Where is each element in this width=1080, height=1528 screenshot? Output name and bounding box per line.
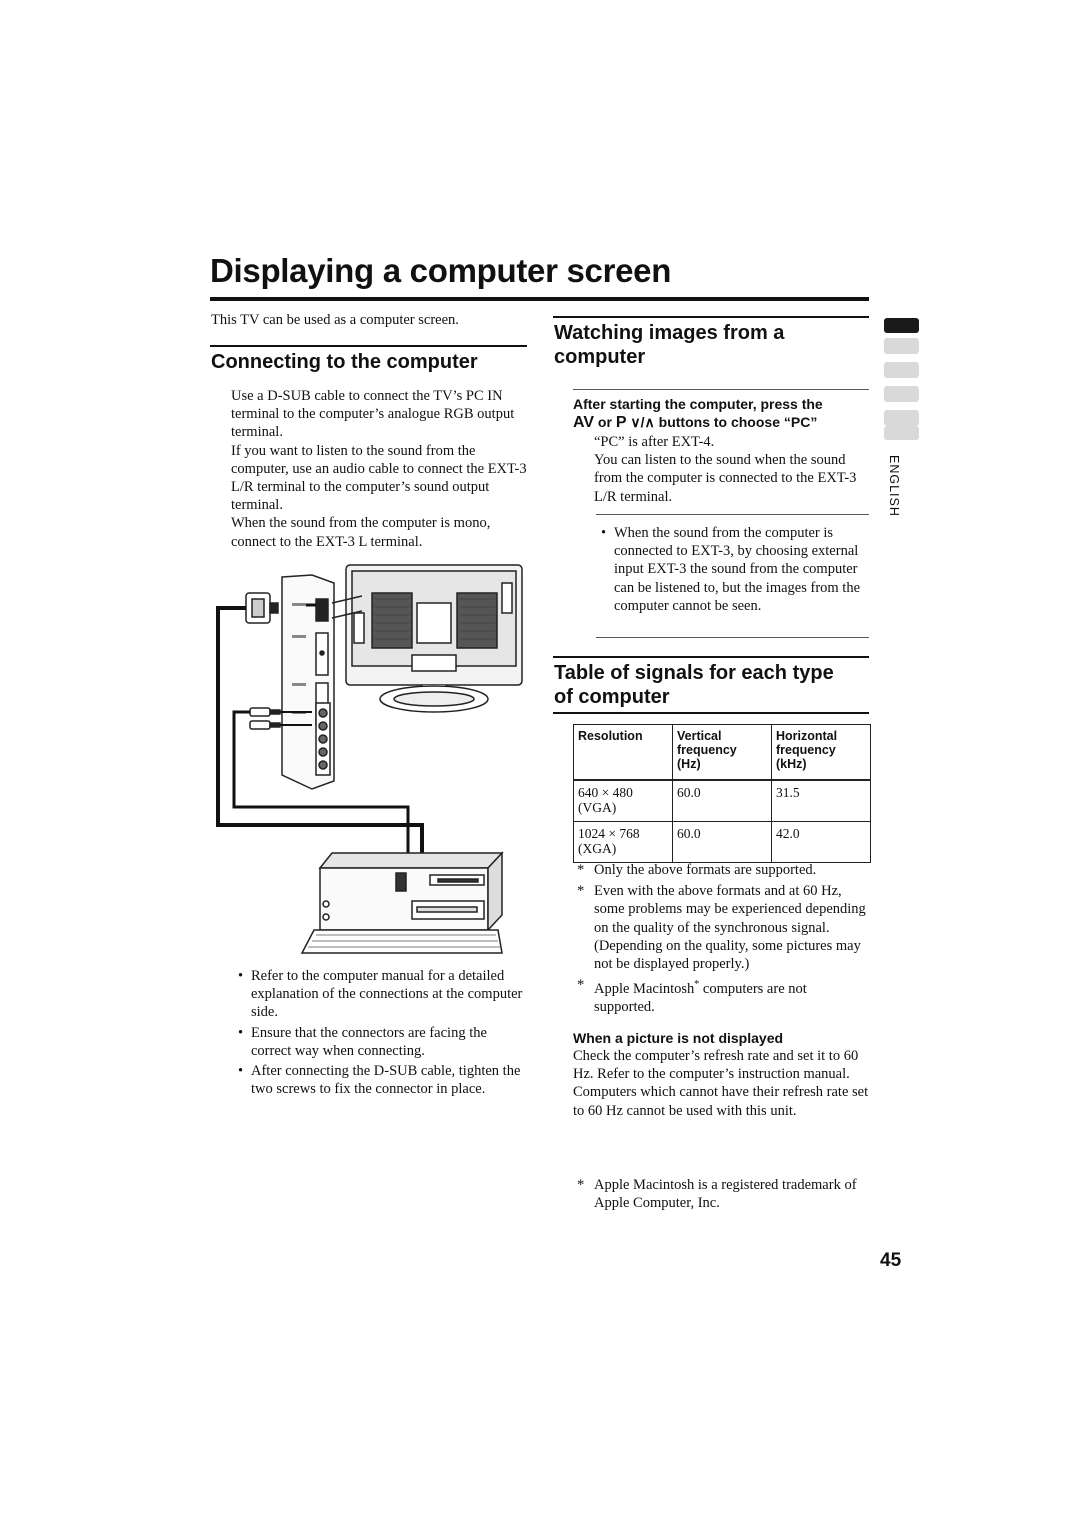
column-header-text: (Hz) xyxy=(677,757,701,771)
connecting-body xyxy=(231,387,527,551)
step-line1: After starting the computer, press the xyxy=(573,396,823,412)
connecting-notes xyxy=(235,967,527,1100)
title-rule xyxy=(210,297,869,301)
paragraph: If you want to listen to the sound from the computer, use an audio cable to connect the EXT-3 L/R terminal to the computer’s sound output terminal. xyxy=(231,442,527,514)
signals-heading-line2: of computer xyxy=(554,686,670,708)
no-picture-body xyxy=(573,1047,871,1120)
intro-text: This TV can be used as a computer screen. xyxy=(211,312,459,328)
section-rule xyxy=(553,712,869,714)
table-header-row xyxy=(574,725,871,781)
mode-value: (VGA) xyxy=(578,800,617,815)
step-conjunction: or xyxy=(594,414,616,430)
signals-heading xyxy=(554,661,834,709)
no-picture-heading: When a picture is not displayed xyxy=(573,1030,784,1046)
connecting-heading: Connecting to the computer xyxy=(211,351,478,373)
section-rule xyxy=(553,316,869,318)
paragraph: “PC” is after EXT-4. xyxy=(594,434,715,450)
note-item: • When the sound from the computer is connected to EXT-3, by choosing external input EXT-3 the sound from the computer can be listened to, but the images from the computer cannot be seen. xyxy=(598,524,869,615)
column-header-text: frequency xyxy=(677,743,737,757)
column-header-text: Horizontal xyxy=(776,729,838,743)
audio-plugs xyxy=(250,708,280,729)
watching-notes xyxy=(598,524,869,617)
signals-heading-line1: Table of signals for each type xyxy=(554,662,834,684)
resolution-value: 640 × 480 xyxy=(578,785,633,800)
table-cell: 31.5 xyxy=(772,780,871,822)
column-header-text: Resolution xyxy=(578,729,643,743)
table-row xyxy=(574,822,871,863)
note-item: * Apple Macintosh is a registered trademark of Apple Computer, Inc. xyxy=(573,1176,869,1212)
column-header xyxy=(673,725,772,781)
note-item: • Ensure that the connectors are facing the correct way when connecting. xyxy=(235,1024,527,1060)
p-button-symbol: P xyxy=(615,414,627,431)
table-cell: 60.0 xyxy=(673,822,772,863)
note-item: • Refer to the computer manual for a detailed explanation of the connections at the computer side. xyxy=(235,967,527,1022)
column-header-text: (kHz) xyxy=(776,757,807,771)
signals-notes xyxy=(573,861,869,1019)
tab-inactive xyxy=(884,426,919,440)
notes-rule xyxy=(596,514,869,515)
note-item: * Only the above formats are supported. xyxy=(573,861,869,879)
watching-heading xyxy=(554,321,784,369)
dsub-connector xyxy=(246,593,278,623)
column-header-text: frequency xyxy=(776,743,836,757)
tab-inactive xyxy=(884,338,919,354)
column-header xyxy=(772,725,871,781)
watching-heading-line1: Watching images from a xyxy=(554,322,785,344)
table-row xyxy=(574,780,871,822)
watching-body xyxy=(594,433,869,506)
column-header-text: Vertical xyxy=(677,729,722,743)
tab-inactive xyxy=(884,386,919,402)
tab-active xyxy=(884,318,919,333)
step-line2-suffix: ∨/∧ buttons to choose “PC” xyxy=(626,414,818,430)
tv-rear xyxy=(346,565,522,712)
connection-diagram xyxy=(212,563,530,963)
notes-rule xyxy=(596,637,869,638)
table-cell xyxy=(574,822,673,863)
mode-value: (XGA) xyxy=(578,841,617,856)
note-item: * Even with the above formats and at 60 Hz, some problems may be experienced depending on the quality of the synchronous signal. (Depending on the quality, some pictures may not be displayed properly.) xyxy=(573,882,869,973)
section-rule xyxy=(553,656,869,658)
table-cell xyxy=(574,780,673,822)
tab-inactive xyxy=(884,362,919,378)
trademark-notes xyxy=(573,1176,869,1215)
resolution-value: 1024 × 768 xyxy=(578,826,640,841)
paragraph: Use a D-SUB cable to connect the TV’s PC IN terminal to the computer’s analogue RGB output terminal. xyxy=(231,388,515,441)
watching-heading-line2: computer xyxy=(554,346,646,368)
language-tab-label: ENGLISH xyxy=(887,455,901,517)
note-item: * Apple Macintosh* computers are not supported. xyxy=(573,976,869,1016)
column-header xyxy=(574,725,673,781)
page-title: Displaying a computer screen xyxy=(210,252,672,289)
paragraph: Check the computer’s refresh rate and set it to 60 Hz. Refer to the computer’s instruction manual. xyxy=(573,1048,859,1083)
step-instruction xyxy=(573,395,873,432)
paragraph: When the sound from the computer is mono, connect to the EXT-3 L terminal. xyxy=(231,515,491,550)
section-rule xyxy=(210,345,527,347)
av-button-symbol: AV xyxy=(573,414,595,431)
mac-note-text: computers are not supported. xyxy=(594,981,807,1016)
tab-inactive xyxy=(884,410,919,426)
computer-illustration xyxy=(302,853,502,953)
note-item: • After connecting the D-SUB cable, tighten the two screws to fix the connector in place. xyxy=(235,1062,527,1098)
mac-note-text: Apple Macintosh xyxy=(594,981,695,998)
table-cell: 42.0 xyxy=(772,822,871,863)
step-rule xyxy=(573,389,869,390)
paragraph: You can listen to the sound when the sound from the computer is connected to the EXT-3 L/R terminal. xyxy=(594,452,857,505)
signals-table xyxy=(573,724,871,863)
table-cell: 60.0 xyxy=(673,780,772,822)
paragraph: Computers which cannot have their refresh rate set to 60 Hz cannot be used with this unit. xyxy=(573,1084,869,1119)
page-number: 45 xyxy=(880,1250,902,1271)
tv-side-panel xyxy=(282,575,334,789)
